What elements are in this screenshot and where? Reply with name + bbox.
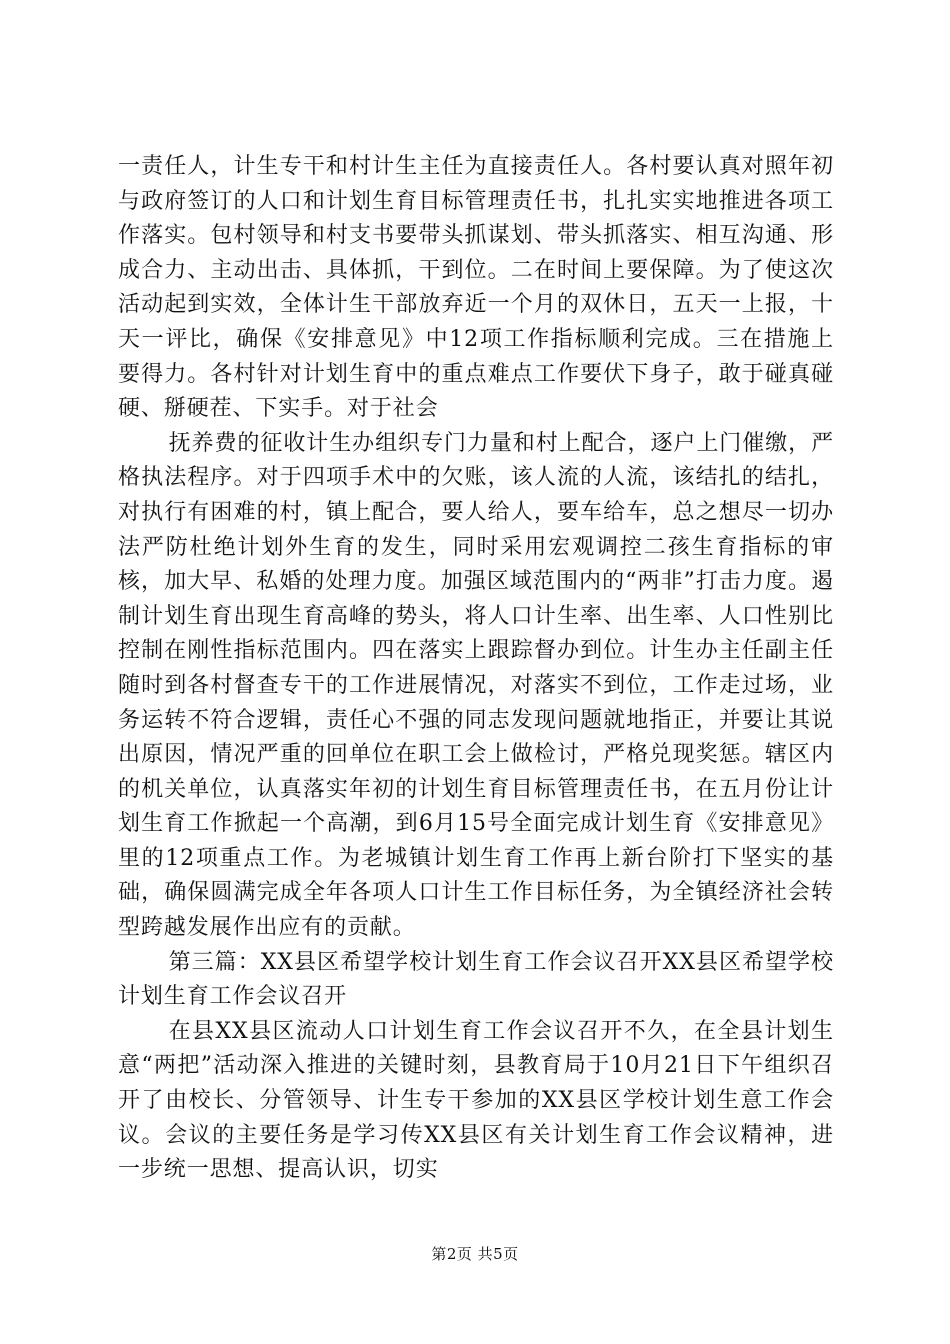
paragraph-fee-collection: 抚养费的征收计生办组织专门力量和村上配合，逐户上门催缴，严格执法程序。对于四项手术中的欠账，该人流的人流，该结扎的结扎，对执行有困难的村，镇上配合，要人给人，要车给车，总之想尽一切办法严防杜绝计划外生育的发生，同时采用宏观调控二孩生育指标的审核，加大早、私婚的处理力度。加强区域范围内的“两非”打击力度。遏制计划生育出现生育高峰的势头，将人口计生率、出生率、人口性别比控制在刚性指标范围内。四在落实上跟踪督办到位。计生办主任副主任随时到各村督查专干的工作进展情况，对落实不到位，工作走过场，业务运转不符合逻辑，责任心不强的同志发现问题就地指正，并要让其说出原因，情况严重的回单位在职工会上做检讨，严格兑现奖惩。辖区内的机关单位，认真落实年初的计划生育目标管理责任书，在五月份让计划生育工作掀起一个高潮，到6月15号全面完成计划生育《安排意见》里的12项重点工作。为老城镇计划生育工作再上新台阶打下坚实的基础，确保圆满完成全年各项人口计生工作目标任务，为全镇经济社会转型跨越发展作出应有的贡献。 <box>118 430 834 941</box>
page-number-footer: 第2页 共5页 <box>431 1245 519 1263</box>
section-heading-part-three: 第三篇：XX县区希望学校计划生育工作会议召开XX县区希望学校计划生育工作会议召开 <box>118 949 834 1010</box>
paragraph-responsibility: 一责任人，计生专干和村计生主任为直接责任人。各村要认真对照年初与政府签订的人口和计划生育目标管理责任书，扎扎实实地推进各项工作落实。包村领导和村支书要带头抓谋划、带头抓落实、相互沟通、形成合力、主动出击、具体抓，干到位。二在时间上要保障。为了使这次活动起到实效，全体计生干部放弃近一个月的双休日，五天一上报，十天一评比，确保《安排意见》中12项工作指标顺利完成。三在措施上要得力。各村针对计划生育中的重点难点工作要伏下身子，敢于碰真碰硬、掰硬茬、下实手。对于社会 <box>118 154 834 422</box>
paragraph-meeting: 在县XX县区流动人口计划生育工作会议召开不久，在全县计划生意“两把”活动深入推进的关键时刻，县教育局于10月21日下午组织召开了由校长、分管领导、计生专干参加的XX县区学校计划生意工作会议。会议的主要任务是学习传XX县区有关计划生育工作会议精神，进一步统一思想、提高认识，切实 <box>118 1018 834 1183</box>
document-body <box>118 150 834 1188</box>
